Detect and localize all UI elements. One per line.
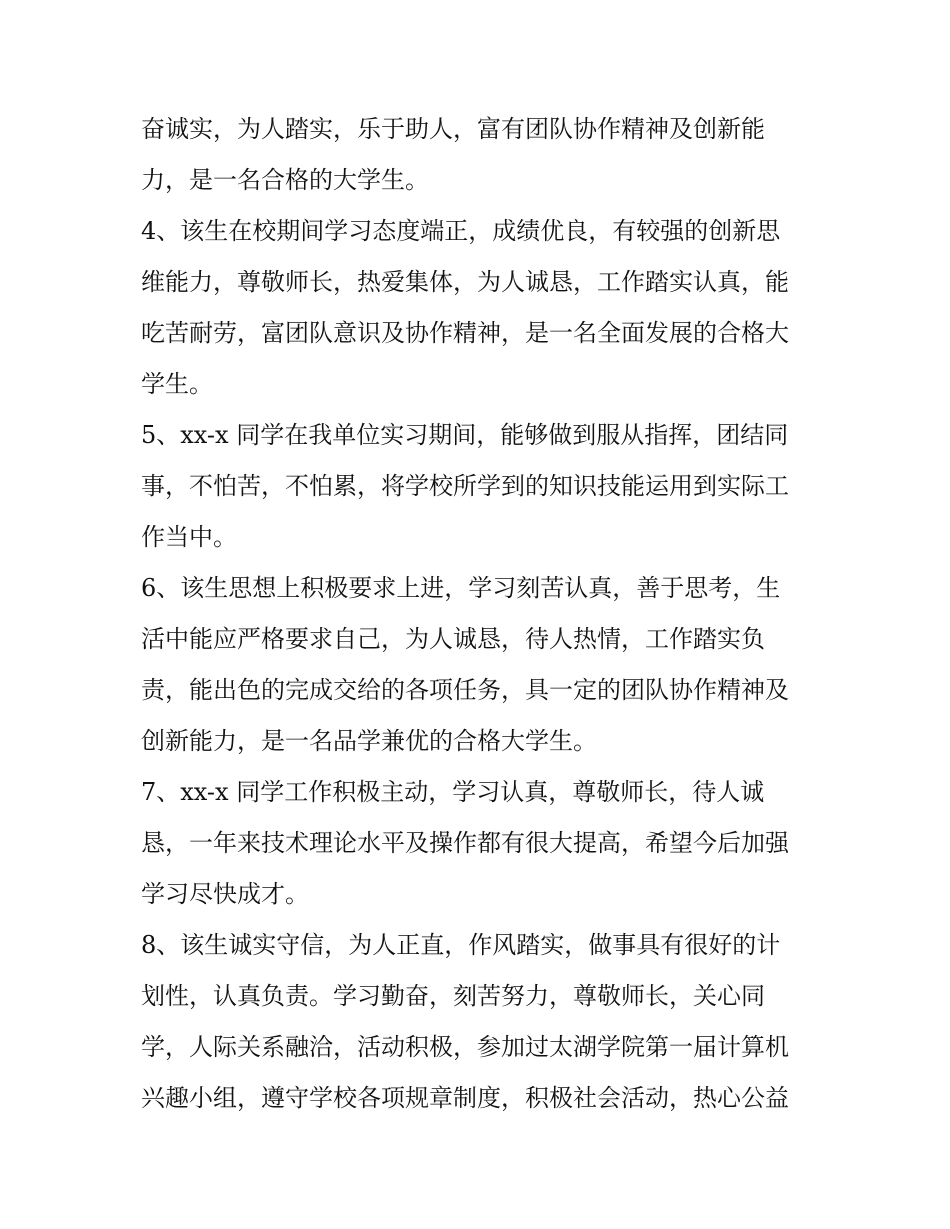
- text-line: 学，人际关系融洽，活动积极，参加过太湖学院第一届计算机: [141, 1033, 789, 1061]
- text-line: 7、xx-x 同学工作积极主动，学习认真，尊敬师长，待人诚: [141, 778, 765, 806]
- text-line: 吃苦耐劳，富团队意识及协作精神，是一名全面发展的合格大: [141, 319, 789, 347]
- text-line: 事，不怕苦，不怕累，将学校所学到的知识技能运用到实际工: [141, 472, 789, 500]
- text-line: 维能力，尊敬师长，热爱集体，为人诚恳，工作踏实认真，能: [141, 268, 789, 296]
- text-line: 5、xx-x 同学在我单位实习期间，能够做到服从指挥，团结同: [141, 421, 789, 449]
- text-line: 兴趣小组，遵守学校各项规章制度，积极社会活动，热心公益: [141, 1084, 789, 1112]
- text-line: 划性，认真负责。学习勤奋，刻苦努力，尊敬师长，关心同: [141, 982, 765, 1010]
- text-line: 学生。: [141, 370, 213, 398]
- text-line: 创新能力，是一名品学兼优的合格大学生。: [141, 727, 597, 755]
- text-line: 责，能出色的完成交给的各项任务，具一定的团队协作精神及: [141, 676, 789, 704]
- text-line: 8、该生诚实守信，为人正直，作风踏实，做事具有很好的计: [141, 931, 781, 959]
- text-line: 活中能应严格要求自己，为人诚恳，待人热情，工作踏实负: [141, 625, 765, 653]
- text-line: 恳，一年来技术理论水平及操作都有很大提高，希望今后加强: [141, 829, 789, 857]
- text-line: 4、该生在校期间学习态度端正，成绩优良，有较强的创新思: [141, 217, 781, 245]
- text-line: 力，是一名合格的大学生。: [141, 166, 429, 194]
- text-line: 作当中。: [141, 523, 237, 551]
- text-line: 6、该生思想上积极要求上进，学习刻苦认真，善于思考，生: [141, 574, 781, 602]
- text-line: 奋诚实，为人踏实，乐于助人，富有团队协作精神及创新能: [141, 115, 765, 143]
- document-body: [141, 108, 821, 1128]
- text-line: 学习尽快成才。: [141, 880, 309, 908]
